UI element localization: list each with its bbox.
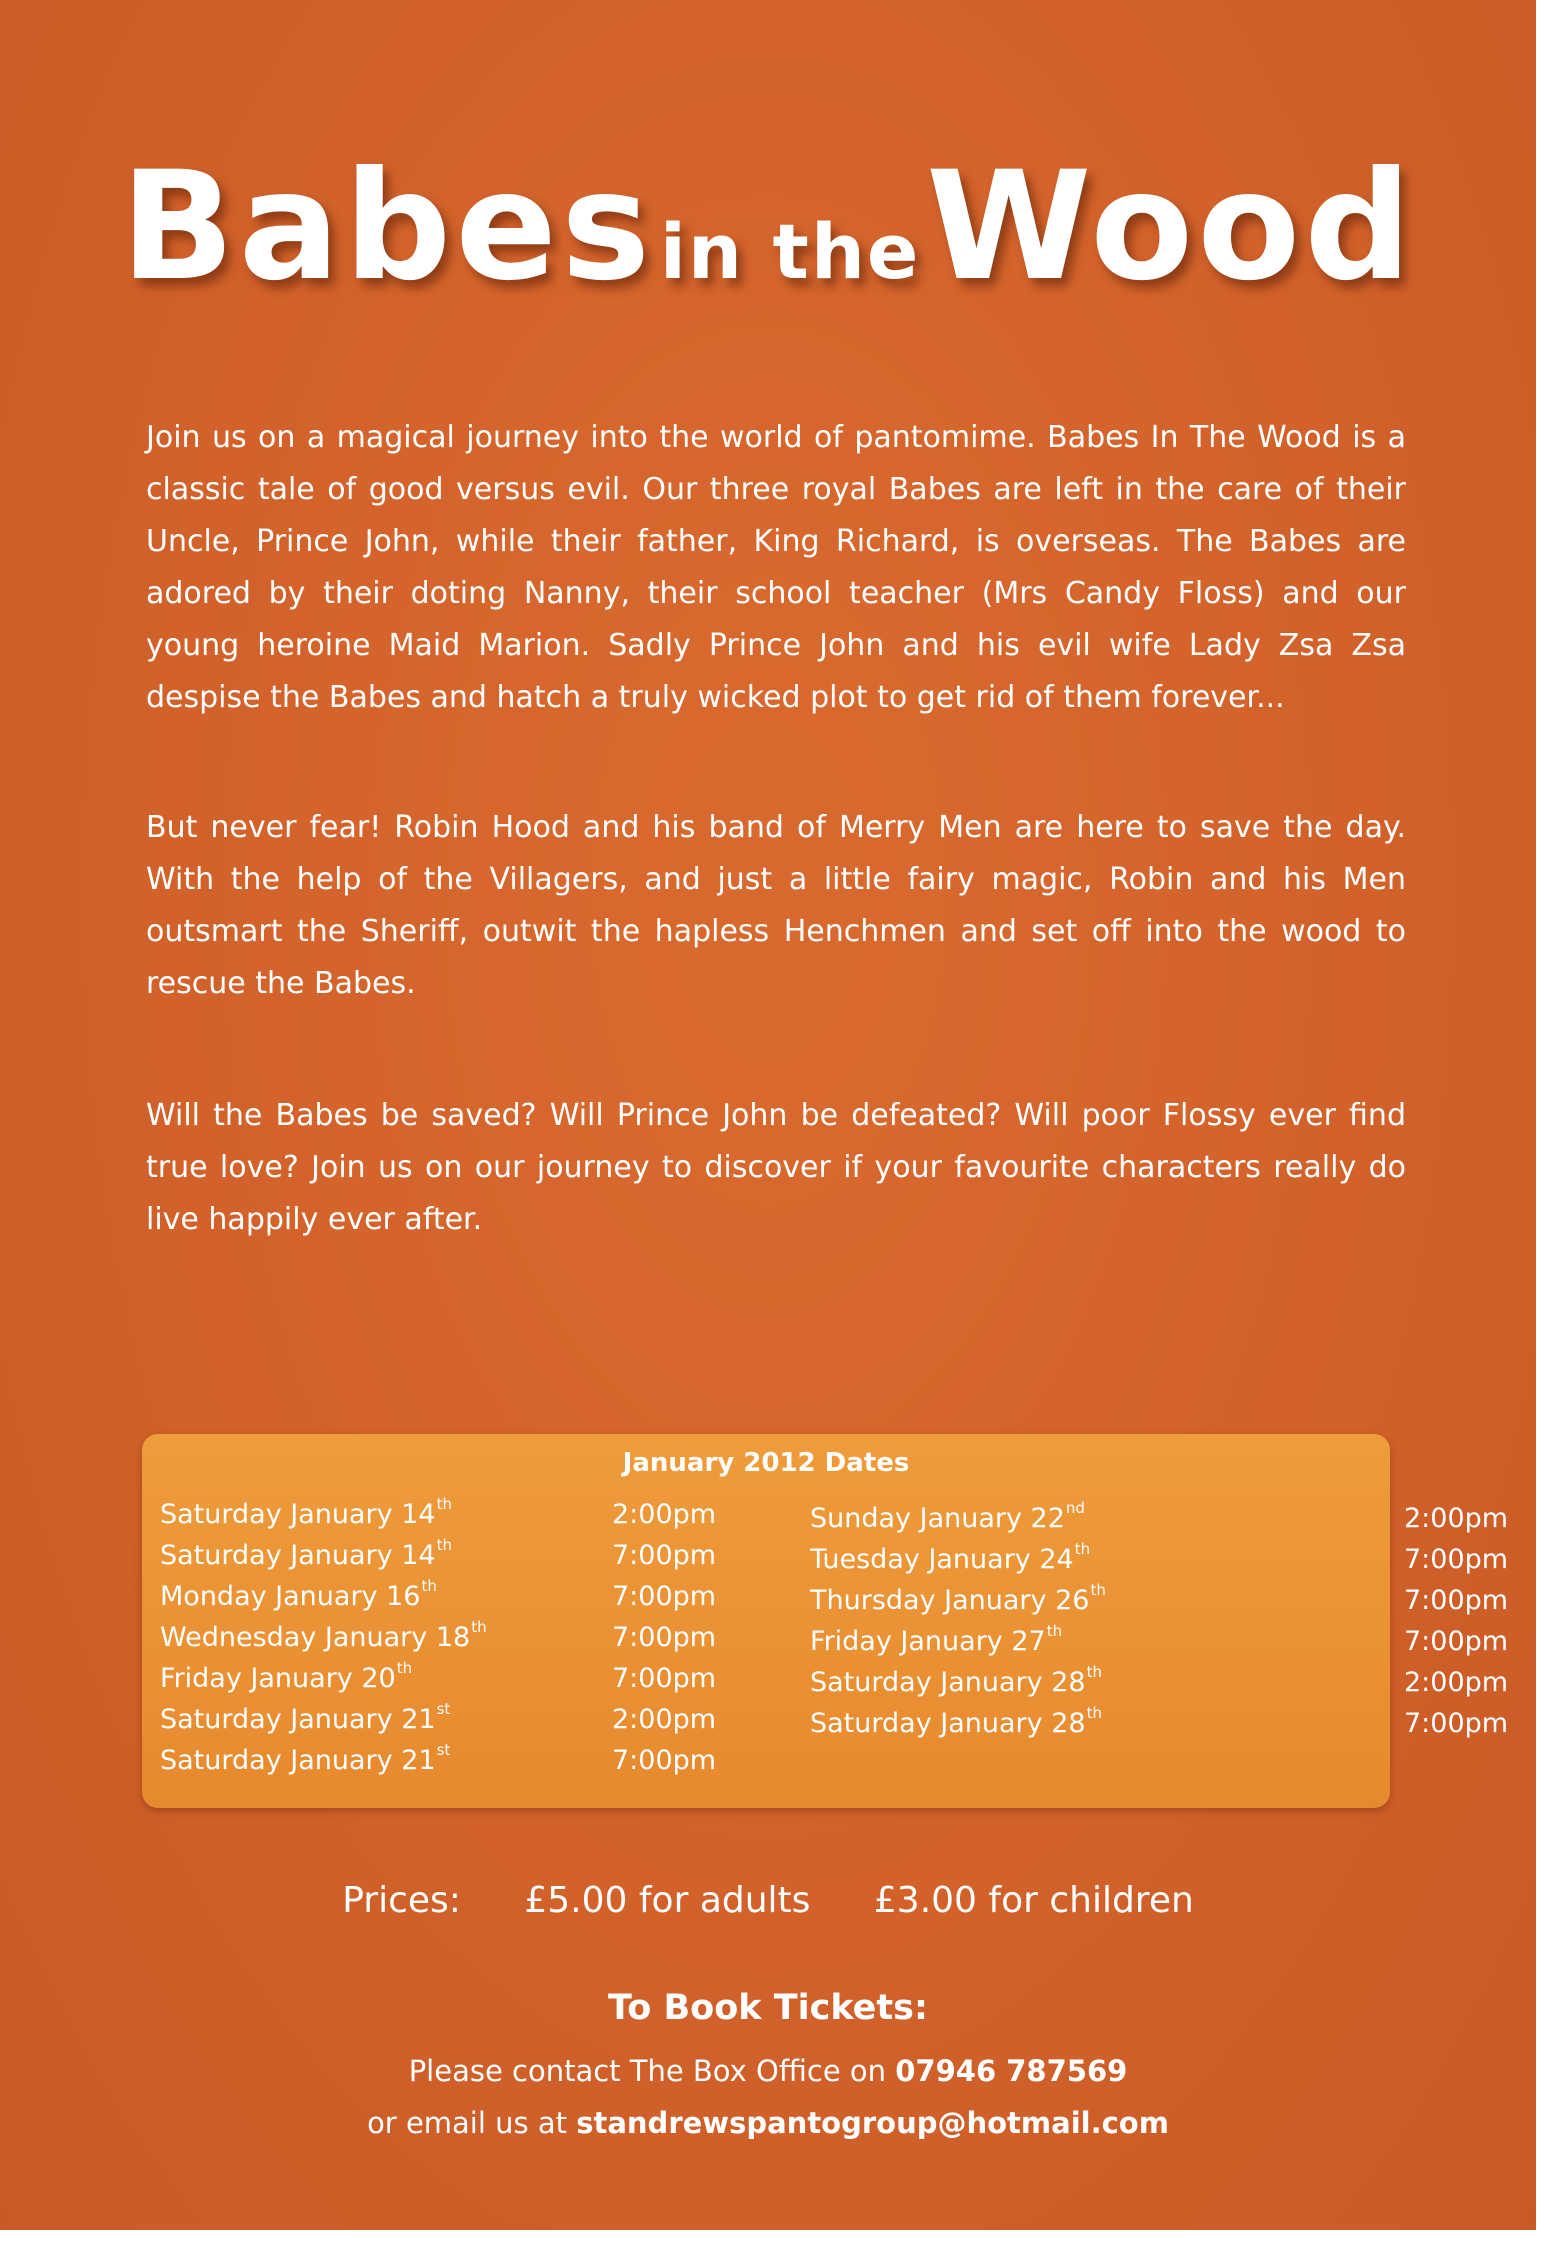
date-row (160, 1617, 740, 1658)
email-line (0, 2106, 1536, 2140)
flyer-title (0, 140, 1536, 314)
performance-day-text: Saturday January 14 (160, 1499, 436, 1530)
performance-day (810, 1580, 1106, 1621)
performance-day (810, 1703, 1102, 1744)
ordinal-suffix: th (1090, 1581, 1106, 1599)
performance-day (810, 1662, 1102, 1703)
performance-time: 7:00pm (612, 1622, 717, 1653)
performance-day-text: Saturday January 28 (810, 1667, 1086, 1698)
performance-day (160, 1699, 450, 1740)
date-row (160, 1740, 740, 1781)
ordinal-suffix: th (436, 1536, 452, 1554)
ordinal-suffix: th (1046, 1622, 1063, 1640)
ordinal-suffix: st (436, 1741, 451, 1759)
date-row (160, 1494, 740, 1535)
performance-time: 7:00pm (612, 1581, 717, 1612)
performance-day-text: Friday January 20 (160, 1663, 396, 1694)
date-row (160, 1658, 740, 1699)
performance-day-text: Saturday January 21 (160, 1704, 436, 1735)
performance-time: 7:00pm (612, 1663, 717, 1694)
performance-day (160, 1576, 437, 1617)
performance-time: 2:00pm (1404, 1667, 1509, 1698)
dates-column-left (160, 1494, 740, 1781)
date-row (160, 1699, 740, 1740)
performance-day-text: Tuesday January 24 (810, 1544, 1074, 1575)
performance-time: 7:00pm (1404, 1708, 1509, 1739)
performance-day-text: Saturday January 21 (160, 1745, 436, 1776)
performance-time: 2:00pm (612, 1499, 717, 1530)
booking-email: standrewspantogroup@hotmail.com (576, 2106, 1169, 2140)
performance-day (160, 1535, 452, 1576)
phone-prefix: Please contact The Box Office on (408, 2054, 896, 2088)
title-in-the: in the (659, 207, 921, 296)
phone-line (0, 2054, 1536, 2088)
date-row (810, 1621, 1509, 1662)
performance-day (160, 1494, 452, 1535)
box-office-phone: 07946 787569 (895, 2054, 1128, 2088)
adult-price: £5.00 for adults (524, 1880, 811, 1921)
ordinal-suffix: th (436, 1495, 452, 1513)
performance-day (810, 1621, 1062, 1662)
performance-time: 7:00pm (1404, 1626, 1509, 1657)
date-row (810, 1539, 1509, 1580)
prices-label: Prices: (342, 1880, 461, 1921)
performance-day (810, 1498, 1085, 1539)
ordinal-suffix: nd (1065, 1499, 1085, 1517)
performance-day-text: Wednesday January 18 (160, 1622, 471, 1653)
performance-day-text: Thursday January 26 (810, 1585, 1090, 1616)
title-babes: Babes (120, 140, 655, 314)
performance-day-text: Monday January 16 (160, 1581, 421, 1612)
ordinal-suffix: th (396, 1659, 413, 1677)
intro-paragraph: Join us on a magical journey into the world of pantomime. Babes In The Wood is a classic tale of good versus evil. Our three royal Babes are left in the care of their Uncle, Prince John, while their father, King Richard, is overseas. The Babes are adored by their doting Nanny, their school teacher (Mrs Candy Floss) and our young heroine Maid Marion. Sadly Prince John and his evil wife Lady Zsa Zsa despise the Babes and hatch a truly wicked plot to get rid of them forever... (146, 420, 1406, 715)
date-row (160, 1535, 740, 1576)
performance-day-text: Sunday January 22 (810, 1503, 1065, 1534)
performance-time: 7:00pm (612, 1540, 717, 1571)
performance-time: 2:00pm (1404, 1503, 1509, 1534)
closing-paragraph: Will the Babes be saved? Will Prince John be defeated? Will poor Flossy ever find true love? Join us on our journey to discover if your favourite characters really do live happily ever after. (146, 1098, 1406, 1237)
ordinal-suffix: th (1074, 1540, 1091, 1558)
date-row (810, 1662, 1509, 1703)
email-prefix: or email us at (367, 2106, 577, 2140)
performance-day (160, 1617, 487, 1658)
ordinal-suffix: th (1086, 1663, 1102, 1681)
performance-day-text: Saturday January 28 (810, 1708, 1086, 1739)
rescue-paragraph: But never fear! Robin Hood and his band of Merry Men are here to save the day. With the help of the Villagers, and just a little fairy magic, Robin and his Men outsmart the Sheriff, outwit the hapless Henchmen and set off into the wood to rescue the Babes. (146, 810, 1406, 1001)
booking-heading: To Book Tickets: (608, 1988, 928, 2028)
date-row (810, 1498, 1509, 1539)
performance-day-text: Friday January 27 (810, 1626, 1046, 1657)
ordinal-suffix: th (421, 1577, 437, 1595)
performance-time: 7:00pm (1404, 1544, 1509, 1575)
performance-day-text: Saturday January 14 (160, 1540, 436, 1571)
title-wood: Wood (926, 140, 1416, 314)
ordinal-suffix: st (436, 1700, 451, 1718)
ordinal-suffix: th (1086, 1704, 1102, 1722)
ordinal-suffix: th (471, 1618, 487, 1636)
performance-time: 7:00pm (1404, 1585, 1509, 1616)
performance-time: 2:00pm (612, 1704, 717, 1735)
date-row (810, 1703, 1509, 1744)
date-row (160, 1576, 740, 1617)
performance-time: 7:00pm (612, 1745, 717, 1776)
dates-column-right (810, 1498, 1509, 1744)
child-price: £3.00 for children (873, 1880, 1194, 1921)
dates-heading: January 2012 Dates (622, 1448, 910, 1478)
performance-day (810, 1539, 1090, 1580)
prices-line (0, 1880, 1536, 1921)
performance-day (160, 1658, 412, 1699)
performance-dates-box (142, 1434, 1509, 1808)
date-row (810, 1580, 1509, 1621)
performance-day (160, 1740, 450, 1781)
